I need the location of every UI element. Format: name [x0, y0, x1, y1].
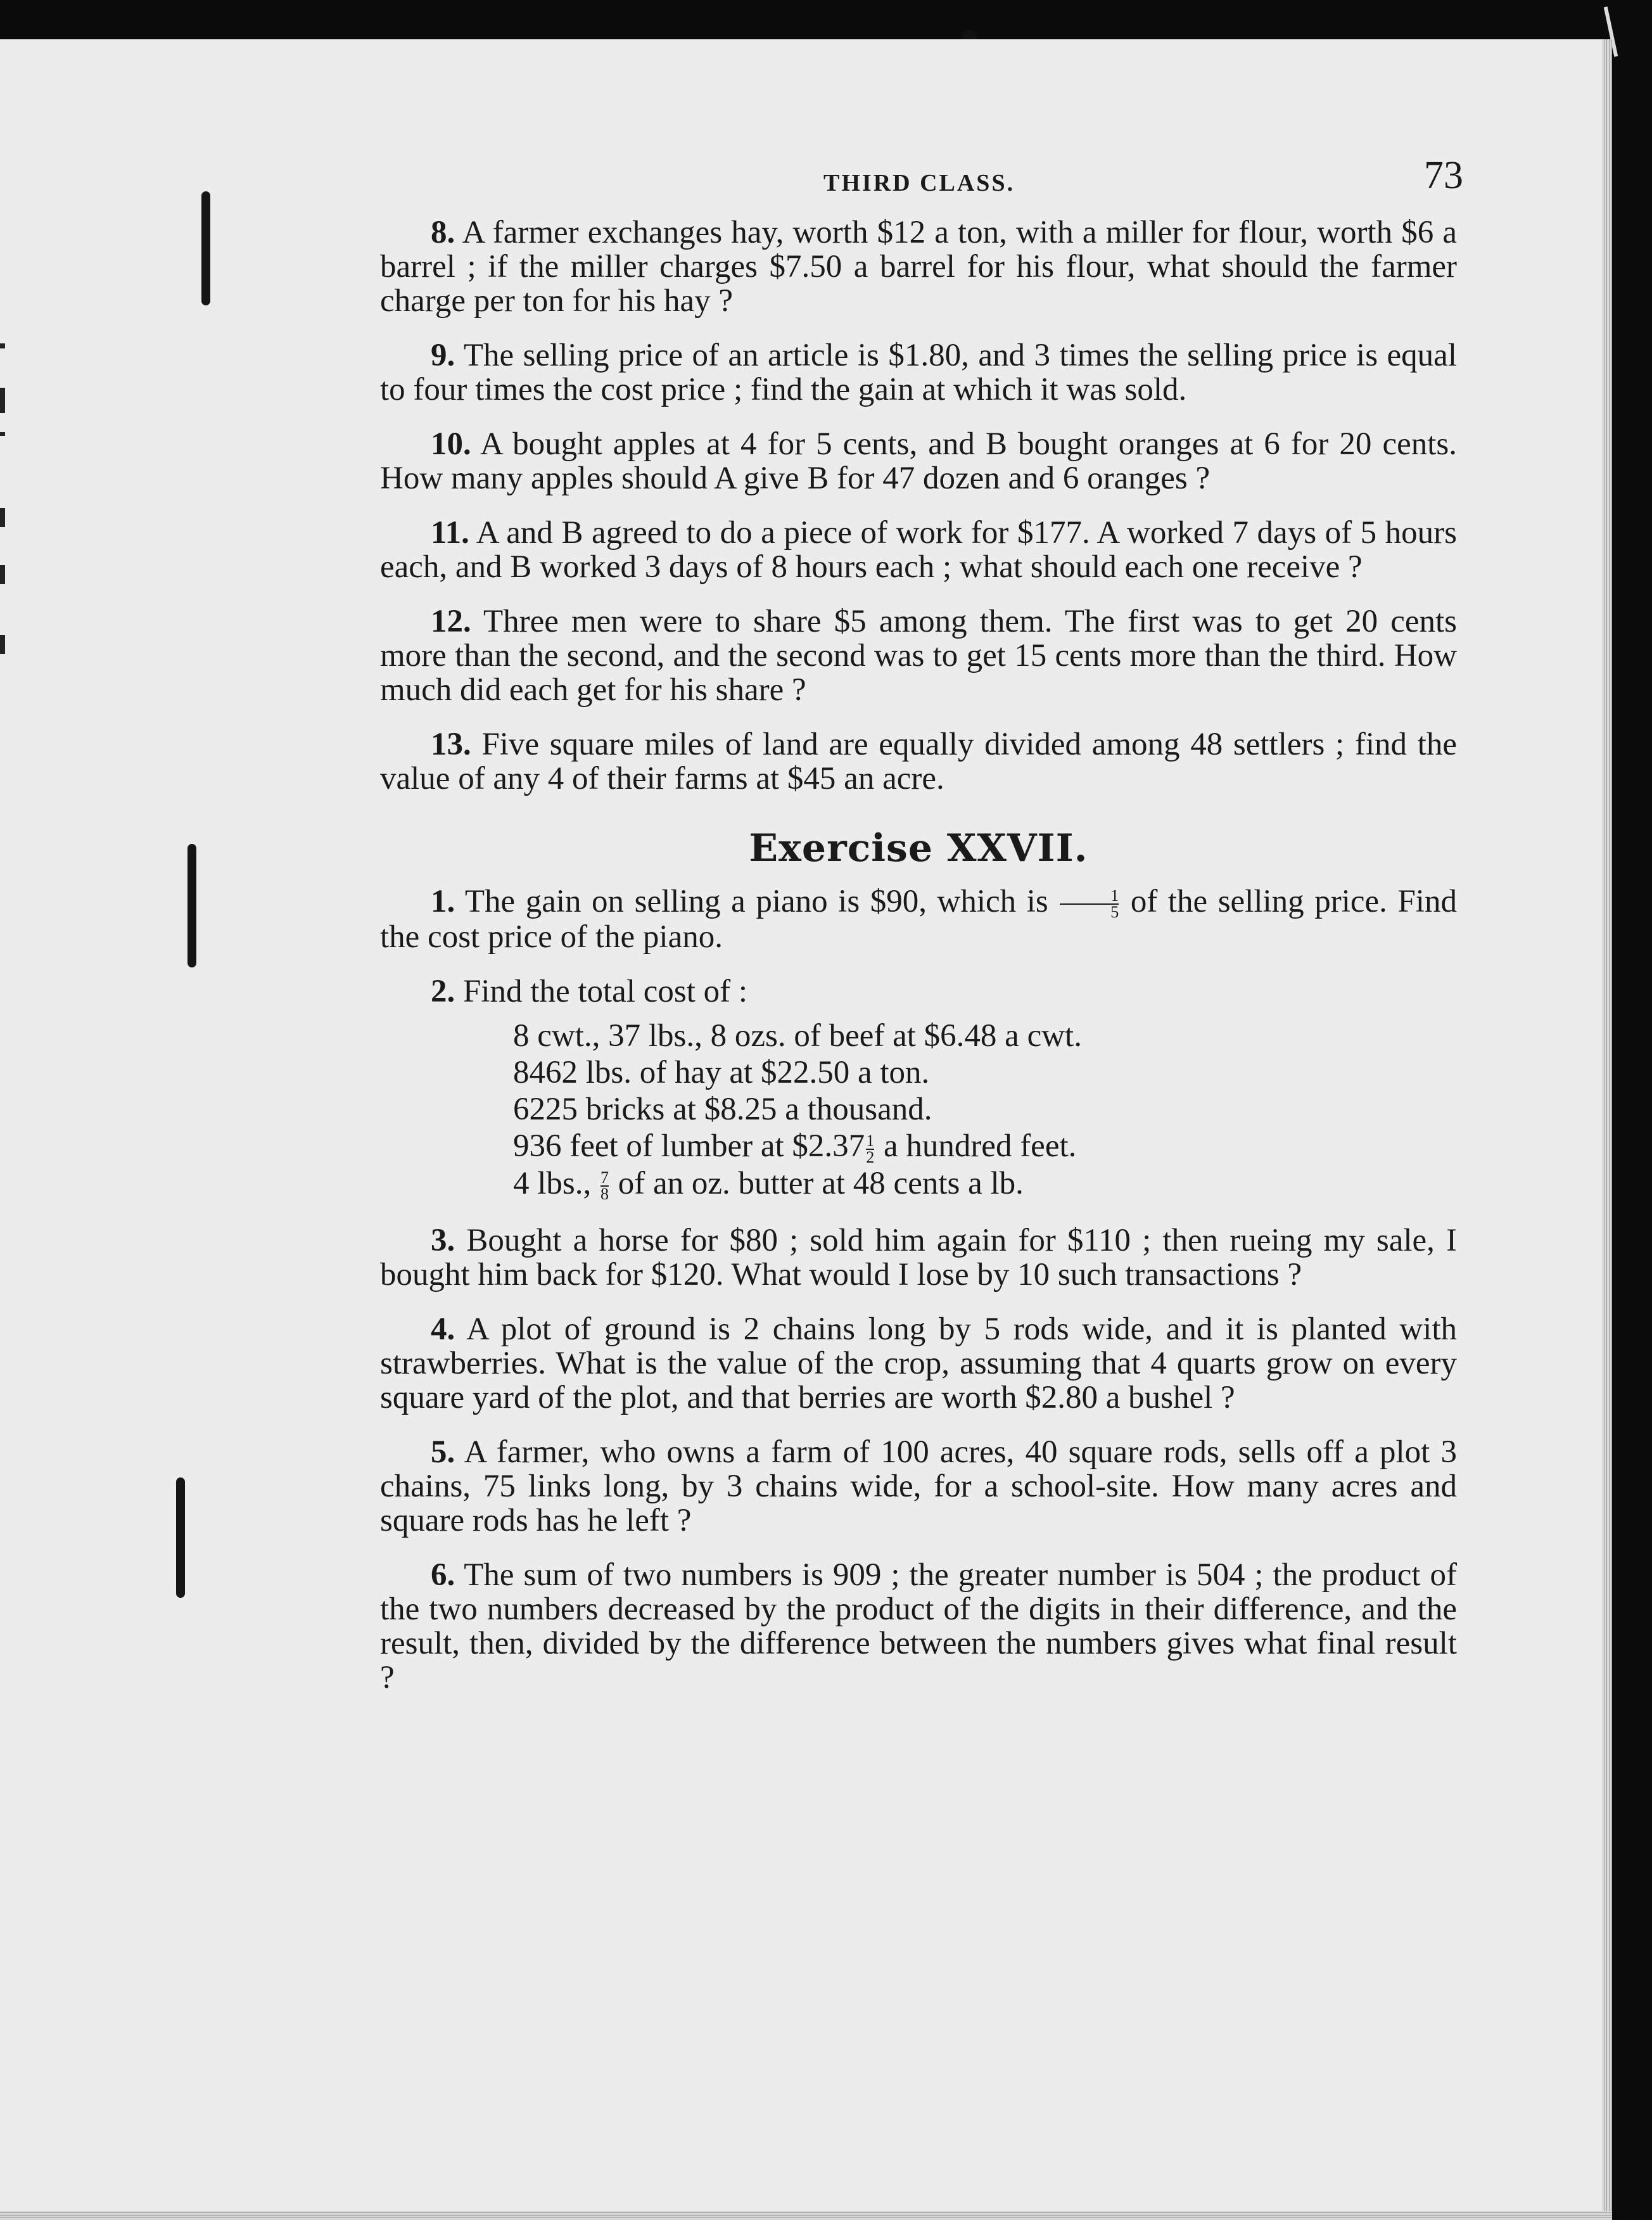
exercise-problem-list — [380, 1223, 1457, 1695]
problem-11 — [380, 516, 1457, 584]
binding-stitch-mark — [187, 844, 196, 967]
page-edge-right — [1602, 39, 1612, 2220]
binding-stitch-mark — [176, 1477, 185, 1598]
cost-item — [513, 1165, 1457, 1202]
problem-text: Find the total cost of : — [463, 974, 748, 1010]
problem-text: A plot of ground is 2 chains long by 5 rods wide, and it is planted with strawberries. What is the value of the crop, assuming that 4 quarts grow on every square yard of the plot, and that berries are worth $2.80 a bushel ? — [380, 1311, 1457, 1415]
problem-text-after: of the selling price. Find the cost price of the piano. — [380, 884, 1457, 955]
problem-list-continued — [380, 215, 1457, 796]
problem-text: The sum of two numbers is 909 ; the greater number is 504 ; the product of the two numbers decreased by the product of the digits in their difference, and the result, then, divided by the difference between the numbers gives what final result ? — [380, 1557, 1457, 1695]
problem-text: The selling price of an article is $1.80, and 3 times the selling price is equal to four times the cost price ; find the gain at which it was sold. — [380, 338, 1457, 407]
page-edge-bottom — [0, 2211, 1612, 2220]
page-content — [380, 154, 1463, 1715]
problem-number: 5. — [431, 1434, 455, 1470]
left-edge-mark — [0, 343, 5, 348]
exercise-problem-5 — [380, 1435, 1457, 1538]
fraction-denominator: 5 — [1060, 903, 1119, 920]
fraction-denominator: 2 — [866, 1147, 875, 1166]
problem-text: Five square miles of land are equally divided among 48 settlers ; find the value of any 4 of their farms at $45 an acre. — [380, 727, 1458, 796]
problem-9 — [380, 338, 1457, 407]
exercise-problem-3 — [380, 1223, 1457, 1292]
exercise-problem-6 — [380, 1558, 1457, 1695]
fraction-numerator: 1 — [1110, 886, 1119, 905]
problem-12 — [380, 604, 1457, 707]
binding-stitch-mark — [201, 191, 210, 305]
cost-item-text-after: a hundred feet. — [883, 1128, 1077, 1164]
exercise-heading: Exercise XXVII. — [749, 826, 1088, 871]
cost-item — [513, 1128, 1457, 1164]
left-edge-mark — [0, 508, 5, 527]
running-head — [380, 154, 1463, 215]
problem-8 — [380, 215, 1457, 318]
exercise-problem-4 — [380, 1312, 1457, 1415]
problem-number: 10. — [431, 426, 471, 462]
fraction-seven-eighths — [600, 1170, 609, 1202]
problem-text-before: The gain on selling a piano is $90, which is — [464, 884, 1048, 919]
problem-number: 6. — [431, 1557, 455, 1593]
problem-text: Three men were to share $5 among them. The first was to get 20 cents more than the second, and the second was to get 15 cents more than the third. How much did each get for his share ? — [380, 604, 1457, 708]
exercise-problem-2 — [380, 974, 1457, 1009]
cost-item: 8462 lbs. of hay at $22.50 a ton. — [513, 1055, 930, 1091]
problem-text: A farmer exchanges hay, worth $12 a ton, with a miller for flour, worth $6 a barrel ; if the miller charges $7.50 a barrel for his flour, what should the farmer charge per ton for his hay ? — [380, 215, 1458, 319]
problem-number: 2. — [431, 974, 455, 1010]
problem-text: Bought a horse for $80 ; sold him again for $110 ; then rueing my sale, I bought him back for $120. What would I lose by 10 such transactions ? — [380, 1222, 1457, 1292]
cost-item-text-before: 936 feet of lumber at $2.37 — [513, 1128, 865, 1164]
problem-number: 1. — [431, 884, 455, 919]
problem-13 — [380, 727, 1457, 796]
left-edge-mark — [0, 388, 5, 413]
problem-number: 4. — [431, 1311, 455, 1347]
page-number: 73 — [1424, 154, 1463, 197]
running-title: THIRD CLASS. — [823, 170, 1015, 196]
fraction-denominator: 8 — [600, 1184, 609, 1203]
cost-item: 8 cwt., 37 lbs., 8 ozs. of beef at $6.48 a cwt. — [513, 1018, 1082, 1054]
cost-item: 6225 bricks at $8.25 a thousand. — [513, 1092, 932, 1128]
problem-text: A and B agreed to do a piece of work for $177. A worked 7 days of 5 hours each, and B worked 3 days of 8 hours each ; what should each one receive ? — [380, 515, 1458, 585]
problem-text: A bought apples at 4 for 5 cents, and B bought oranges at 6 for 20 cents. How many apples should A give B for 47 dozen and 6 oranges ? — [380, 426, 1457, 496]
problem-number: 11. — [431, 515, 469, 551]
cost-item-list — [513, 1018, 1457, 1202]
fraction-one-half — [866, 1133, 874, 1165]
left-edge-mark — [0, 635, 5, 654]
cost-item-text-before: 4 lbs., — [513, 1165, 592, 1201]
fraction-one-fifth — [1060, 888, 1119, 920]
problem-number: 8. — [431, 215, 455, 250]
cost-item-text-after: of an oz. butter at 48 cents a lb. — [618, 1165, 1024, 1201]
problem-number: 13. — [431, 727, 471, 762]
exercise-problem-1 — [380, 884, 1457, 954]
problem-number: 9. — [431, 338, 455, 373]
fraction-numerator: 1 — [866, 1131, 875, 1150]
problem-number: 12. — [431, 604, 471, 639]
problem-text: A farmer, who owns a farm of 100 acres, 40 square rods, sells off a plot 3 chains, 75 links long, by 3 chains wide, for a school-site. How many acres and square rods has he left ? — [380, 1434, 1457, 1538]
left-edge-mark — [0, 565, 5, 584]
problem-10 — [380, 427, 1457, 495]
problem-number: 3. — [431, 1222, 455, 1258]
left-edge-mark — [0, 432, 5, 436]
fraction-numerator: 7 — [600, 1168, 609, 1187]
